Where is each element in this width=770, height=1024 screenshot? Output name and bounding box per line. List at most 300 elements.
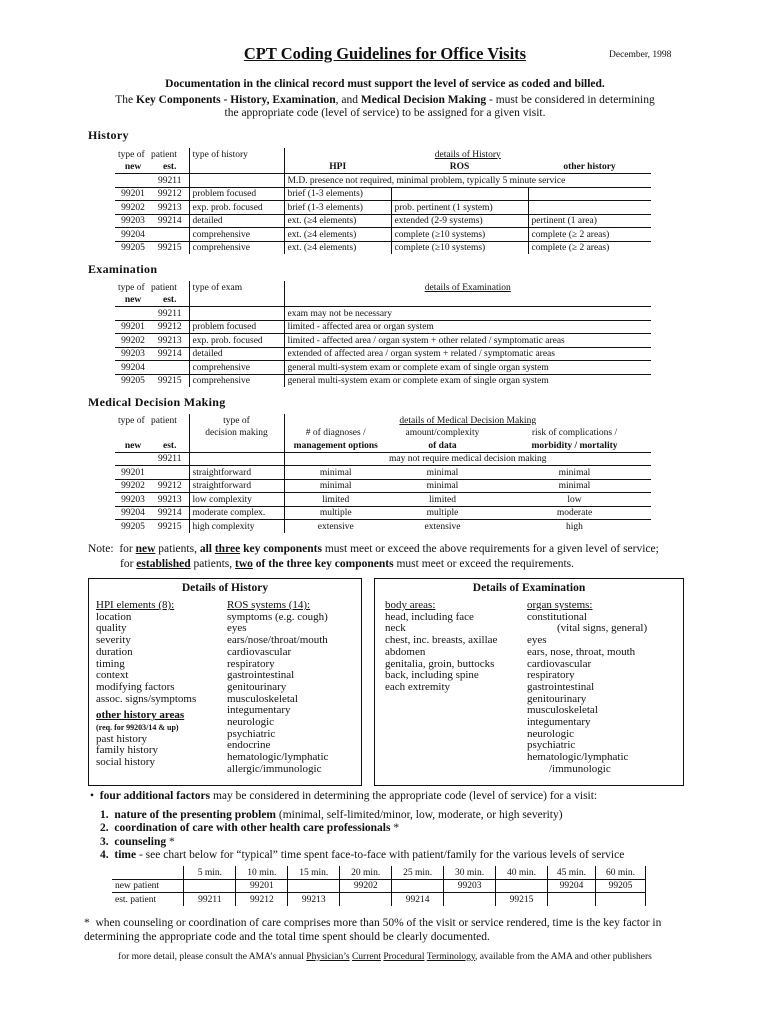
note-bold: new xyxy=(135,543,156,555)
list-item: neck xyxy=(385,622,406,635)
table-cell: 99203 xyxy=(115,347,151,361)
body-areas-column xyxy=(385,600,497,694)
table-cell: extended of affected area / organ system + related / symptomatic areas xyxy=(284,347,651,361)
note-bold: all xyxy=(199,543,212,555)
table-cell: 99214 xyxy=(151,506,189,520)
table-row xyxy=(115,241,651,254)
table-cell xyxy=(189,307,284,321)
table-cell: 99215 xyxy=(151,241,189,254)
footer-title-word: Procedural xyxy=(383,952,425,962)
table-cell: 99202 xyxy=(115,201,151,215)
table-row xyxy=(112,879,646,893)
factor-item xyxy=(90,809,730,823)
table-row xyxy=(115,520,651,533)
list-item: eyes xyxy=(227,622,247,635)
table-cell: 99212 xyxy=(151,320,189,334)
factor-text: - see chart below for “typical” time spent face-to-face with patient/family for the various levels of service xyxy=(136,849,625,861)
header-cell: patient xyxy=(151,148,189,161)
history-table xyxy=(115,148,651,254)
bullet-icon: • xyxy=(90,790,95,802)
table-cell: 99213 xyxy=(288,893,340,906)
table-cell: comprehensive xyxy=(189,361,284,375)
header-cell: morbidity / mortality xyxy=(498,439,651,452)
table-cell: limited xyxy=(284,493,387,507)
table-cell: extensive xyxy=(317,521,354,532)
column-heading: HPI elements (8): xyxy=(96,599,175,611)
note-text: must meet or exceed the above requirements for a given level of service; xyxy=(321,543,659,555)
table-cell: 99213 xyxy=(151,334,189,348)
table-cell: 99204 xyxy=(115,506,151,520)
table-cell: 99204 xyxy=(115,228,151,242)
table-cell: 99202 xyxy=(340,879,392,893)
header-cell: management options xyxy=(284,439,387,452)
mdm-heading: Medical Decision Making xyxy=(88,395,226,409)
table-cell: general multi-system exam or complete exam of single organ system xyxy=(284,361,651,375)
table-cell: 99202 xyxy=(115,479,151,493)
table-cell xyxy=(115,174,151,188)
table-row xyxy=(115,307,651,321)
table-row xyxy=(115,479,651,493)
list-item: cardiovascular xyxy=(527,657,592,670)
table-cell: 99211 xyxy=(151,307,189,321)
table-cell: 99213 xyxy=(151,201,189,215)
note-bold: two xyxy=(235,558,253,570)
list-item: neurologic xyxy=(227,716,275,729)
list-item: (vital signs, general) xyxy=(557,622,648,635)
examination-table xyxy=(115,281,651,387)
intro-statement: Documentation in the clinical record must support the level of service as coded and billed. xyxy=(165,78,605,90)
factor-bold: coordination of care with other health care professionals xyxy=(114,822,391,834)
header-cell: patient xyxy=(151,281,189,294)
header-cell xyxy=(151,427,189,440)
table-cell: 99212 xyxy=(236,893,288,906)
document-header xyxy=(0,44,770,64)
note-line-1 xyxy=(88,542,728,557)
list-item: hematologic/lymphatic xyxy=(527,751,629,764)
factor-number: 4. xyxy=(100,849,109,861)
table-cell: ext. (≥4 elements) xyxy=(284,241,391,254)
table-row xyxy=(115,374,651,387)
intro-key-components xyxy=(110,94,660,120)
intro-text: The xyxy=(115,94,136,106)
list-item: back, including spine xyxy=(385,669,479,682)
table-cell: ext. (≥4 elements) xyxy=(284,214,391,228)
table-cell: extensive xyxy=(424,521,461,532)
table-cell: 99205 xyxy=(121,376,145,386)
table-cell: minimal xyxy=(498,466,651,480)
header-cell xyxy=(112,866,184,879)
table-cell xyxy=(340,893,392,906)
header-cell: 10 min. xyxy=(236,866,288,879)
table-cell xyxy=(189,452,284,466)
table-cell: 99201 xyxy=(236,879,288,893)
table-cell: 99215 xyxy=(151,520,189,533)
table-cell: 99201 xyxy=(115,187,151,201)
reference-footer xyxy=(0,952,770,962)
table-cell xyxy=(391,187,528,201)
table-cell: 99201 xyxy=(115,320,151,334)
details-of-history-box xyxy=(88,578,362,786)
table-row xyxy=(115,361,651,375)
time-table xyxy=(112,866,646,906)
header-cell: ROS xyxy=(391,161,528,174)
list-item: psychiatric xyxy=(527,739,576,752)
header-cell: decision making xyxy=(189,427,284,440)
header-cell: 25 min. xyxy=(392,866,444,879)
factors-bold: four additional factors xyxy=(99,790,211,802)
table-cell: may not require medical decision making xyxy=(284,452,651,466)
table-row xyxy=(115,466,651,480)
table-cell: moderate complex. xyxy=(189,506,284,520)
factors-text: may be considered in determining the appropriate code (level of service) for a visit: xyxy=(210,790,598,802)
header-cell: 45 min. xyxy=(547,866,595,879)
table-cell: high xyxy=(566,521,583,532)
header-cell xyxy=(189,439,284,452)
list-item: duration xyxy=(96,645,133,658)
table-cell: exp. prob. focused xyxy=(189,201,284,215)
header-cell: type of xyxy=(118,415,145,426)
table-cell xyxy=(595,893,645,906)
table-row xyxy=(115,187,651,201)
note-bold: key components xyxy=(243,543,322,555)
table-cell: 99214 xyxy=(151,214,189,228)
table-cell xyxy=(184,879,236,893)
list-item: respiratory xyxy=(227,657,275,670)
table-cell xyxy=(151,228,189,242)
factor-number: 3. xyxy=(100,835,109,848)
box-title: Details of History xyxy=(181,582,269,594)
table-cell: 99203 xyxy=(115,214,151,228)
table-cell: 99203 xyxy=(115,493,151,507)
hpi-column xyxy=(96,600,196,769)
table-cell: 99215 xyxy=(496,893,548,906)
column-heading: other history areas xyxy=(96,709,185,722)
header-cell: type of xyxy=(189,414,284,427)
column-heading: body areas: xyxy=(385,599,436,611)
list-item: /immunologic xyxy=(549,762,611,775)
column-heading: ROS systems (14): xyxy=(227,599,311,611)
organ-systems-column xyxy=(527,600,647,776)
header-cell xyxy=(189,294,284,307)
history-heading: History xyxy=(88,128,129,142)
table-row xyxy=(115,214,651,228)
table-cell: limited xyxy=(387,493,498,507)
note-text: patients, xyxy=(190,558,236,570)
table-cell: exam may not be necessary xyxy=(284,307,651,321)
table-cell: detailed xyxy=(189,214,284,228)
list-item: chest, inc. breasts, axillae xyxy=(385,634,498,647)
table-row xyxy=(112,893,646,906)
table-cell: comprehensive xyxy=(189,241,284,254)
factors-lead xyxy=(90,790,730,804)
table-cell: limited - affected area or organ system xyxy=(284,320,651,334)
factor-text: * xyxy=(390,822,400,834)
table-cell xyxy=(444,893,496,906)
table-cell: complete (≥10 systems) xyxy=(391,241,528,254)
list-item: quality xyxy=(96,622,127,635)
table-cell xyxy=(288,879,340,893)
details-of-examination-box xyxy=(374,578,684,786)
note-text: for xyxy=(120,558,137,570)
table-cell: 99214 xyxy=(151,347,189,361)
footnote xyxy=(84,916,704,944)
header-cell xyxy=(284,294,651,307)
list-item: ears/nose/throat/mouth xyxy=(227,634,328,647)
list-item: genitourinary xyxy=(527,692,587,705)
header-cell: new xyxy=(115,294,151,307)
list-item: head, including face xyxy=(385,610,474,623)
header-cell: type of xyxy=(118,282,145,293)
list-item: musculoskeletal xyxy=(527,704,598,717)
list-item: assoc. signs/symptoms xyxy=(96,692,197,705)
table-cell: 99212 xyxy=(151,479,189,493)
table-row xyxy=(115,506,651,520)
table-cell: multiple xyxy=(284,506,387,520)
list-item: gastrointestinal xyxy=(227,669,295,682)
table-cell xyxy=(115,452,151,466)
header-cell: est. xyxy=(151,161,189,174)
header-cell: # of diagnoses / xyxy=(305,428,366,438)
list-item: neurologic xyxy=(527,727,575,740)
table-row xyxy=(115,174,651,188)
table-cell: low complexity xyxy=(189,493,284,507)
table-cell xyxy=(528,187,651,201)
header-cell: details of Examination xyxy=(424,282,511,293)
table-cell: 99211 xyxy=(151,452,189,466)
list-item: social history xyxy=(96,756,155,769)
table-row xyxy=(115,228,651,242)
intro-bold: Medical Decision Making xyxy=(360,94,487,106)
list-item: genitalia, groin, buttocks xyxy=(385,657,495,670)
intro-bold: Key Components - History, Examination xyxy=(136,94,336,106)
list-item: hematologic/lymphatic xyxy=(227,751,329,764)
footnote-text: when counseling or coordination of care comprises more than 50% of the visit or service rendered, time is the key factor in determining the appropriate code and the total time spent should be clearly documented. xyxy=(84,917,662,943)
table-cell: exp. prob. focused xyxy=(189,334,284,348)
factor-text: * xyxy=(166,835,175,848)
table-cell: 99204 xyxy=(115,361,151,375)
header-cell: new xyxy=(115,439,151,452)
header-cell: new xyxy=(115,161,151,174)
table-cell: 99205 xyxy=(121,243,145,253)
table-cell xyxy=(151,361,189,375)
note-bold: established xyxy=(136,558,191,570)
list-item: endocrine xyxy=(227,739,271,752)
list-item: each extremity xyxy=(385,680,451,693)
header-cell: risk of complications / xyxy=(531,428,618,438)
list-item: respiratory xyxy=(527,669,575,682)
note-text: for xyxy=(119,543,136,555)
note-line-2 xyxy=(88,557,728,572)
factor-text: (minimal, self-limited/minor, low, moderate, or high severity) xyxy=(276,808,563,821)
table-cell: 99204 xyxy=(547,879,595,893)
table-cell: limited - affected area / organ system + other related / symptomatic areas xyxy=(284,334,651,348)
table-cell: 99211 xyxy=(151,174,189,188)
header-cell: 60 min. xyxy=(595,866,645,879)
table-cell xyxy=(151,466,189,480)
footer-text: , available from the AMA and other publishers xyxy=(475,952,652,962)
table-cell: comprehensive xyxy=(189,228,284,242)
table-cell: 99203 xyxy=(444,879,496,893)
header-cell: 20 min. xyxy=(340,866,392,879)
table-row xyxy=(115,452,651,466)
note xyxy=(88,542,728,572)
table-cell xyxy=(547,893,595,906)
footer-title-word: Terminology xyxy=(426,952,476,962)
table-cell: comprehensive xyxy=(189,374,284,387)
document-date: December, 1998 xyxy=(609,50,672,60)
note-label: Note: xyxy=(88,543,114,555)
header-cell: type of xyxy=(118,149,145,160)
table-cell xyxy=(528,201,651,215)
list-item: constitutional xyxy=(527,610,587,623)
list-item: cardiovascular xyxy=(227,645,292,658)
table-row xyxy=(115,320,651,334)
list-item: integumentary xyxy=(527,716,591,729)
table-cell: minimal xyxy=(284,479,387,493)
table-cell: brief (1-3 elements) xyxy=(284,187,391,201)
list-item: severity xyxy=(96,634,131,647)
table-cell: M.D. presence not required, minimal problem, typically 5 minute service xyxy=(284,174,651,188)
header-cell: est. xyxy=(151,439,189,452)
mdm-table xyxy=(115,414,651,533)
column-heading: organ systems: xyxy=(527,599,593,611)
intro-text: - must be considered in determining the appropriate code (level of service) to be assigned for a given visit. xyxy=(224,94,655,119)
factor-number: 2. xyxy=(100,822,109,834)
table-cell: complete (≥ 2 areas) xyxy=(531,243,610,253)
table-cell: 99211 xyxy=(184,893,236,906)
asterisk-icon: * xyxy=(84,917,90,929)
footer-title-word: Physician’s xyxy=(306,952,350,962)
factor-bold: counseling xyxy=(114,835,167,848)
list-item: abdomen xyxy=(385,645,426,658)
header-cell: 30 min. xyxy=(444,866,496,879)
list-item: psychiatric xyxy=(227,727,276,740)
list-item: modifying factors xyxy=(96,680,175,693)
table-cell: straightforward xyxy=(189,479,284,493)
box-title: Details of Examination xyxy=(472,582,586,594)
header-cell: type of exam xyxy=(189,281,284,294)
table-row xyxy=(115,493,651,507)
header-cell: details of History xyxy=(434,149,501,160)
header-cell: amount/complexity xyxy=(405,428,480,438)
requirement-note: (req. for 99203/14 & up) xyxy=(96,723,179,733)
header-cell: 15 min. xyxy=(288,866,340,879)
list-item: genitourinary xyxy=(227,680,287,693)
table-cell: problem focused xyxy=(189,187,284,201)
row-label: new patient xyxy=(112,879,184,893)
table-cell: brief (1-3 elements) xyxy=(284,201,391,215)
header-cell: of data xyxy=(387,439,498,452)
factor-item xyxy=(90,836,730,850)
table-row xyxy=(115,201,651,215)
table-cell xyxy=(392,879,444,893)
header-cell: type of history xyxy=(189,148,284,161)
list-item: integumentary xyxy=(227,704,291,717)
header-cell xyxy=(189,161,284,174)
list-item: musculoskeletal xyxy=(227,692,298,705)
table-cell: high complexity xyxy=(189,520,284,533)
header-cell: HPI xyxy=(284,161,391,174)
table-cell: moderate xyxy=(498,506,651,520)
table-cell: 99212 xyxy=(151,187,189,201)
list-item: family history xyxy=(96,744,159,757)
factor-bold: nature of the presenting problem xyxy=(114,808,277,821)
table-cell: general multi-system exam or complete exam of single organ system xyxy=(287,376,549,386)
note-bold: three xyxy=(214,543,241,555)
table-cell: minimal xyxy=(498,479,651,493)
table-cell: multiple xyxy=(387,506,498,520)
factor-item xyxy=(90,822,730,836)
table-cell: 99214 xyxy=(392,893,444,906)
list-item: gastrointestinal xyxy=(527,680,595,693)
table-cell: prob. pertinent (1 system) xyxy=(391,201,528,215)
list-item: allergic/immunologic xyxy=(227,762,322,775)
header-cell: est. xyxy=(151,294,189,307)
table-cell: pertinent (1 area) xyxy=(528,214,651,228)
header-cell xyxy=(115,427,151,440)
table-row xyxy=(115,347,651,361)
row-label: est. patient xyxy=(112,893,184,906)
note-text: patients, xyxy=(155,543,200,555)
table-cell: ext. (≥4 elements) xyxy=(284,228,391,242)
document-title: CPT Coding Guidelines for Office Visits xyxy=(243,44,527,63)
table-cell: detailed xyxy=(189,347,284,361)
list-item: ears, nose, throat, mouth xyxy=(527,645,636,658)
table-cell: minimal xyxy=(387,479,498,493)
factor-bold: time xyxy=(114,849,137,861)
footer-title-word: Current xyxy=(351,952,381,962)
list-item: past history xyxy=(96,732,148,745)
note-text: must meet or exceed the requirements. xyxy=(393,558,574,570)
table-cell: extended (2-9 systems) xyxy=(391,214,528,228)
table-cell: minimal xyxy=(284,466,387,480)
table-cell: complete (≥10 systems) xyxy=(391,228,528,242)
list-item: context xyxy=(96,669,129,682)
table-cell: 99202 xyxy=(115,334,151,348)
examination-heading: Examination xyxy=(88,262,158,276)
footer-text: for more detail, please consult the AMA’s annual xyxy=(118,952,307,962)
list-item: eyes xyxy=(527,634,547,647)
list-item: location xyxy=(96,610,132,623)
ros-column xyxy=(227,600,328,776)
header-cell: 5 min. xyxy=(184,866,236,879)
table-cell: 99201 xyxy=(115,466,151,480)
table-cell: 99213 xyxy=(151,493,189,507)
table-cell xyxy=(115,307,151,321)
factor-number: 1. xyxy=(100,808,109,821)
table-cell xyxy=(189,174,284,188)
table-cell: 99205 xyxy=(595,879,645,893)
header-cell: patient xyxy=(151,414,189,427)
header-cell: details of Medical Decision Making xyxy=(399,415,537,426)
factor-item xyxy=(90,849,730,863)
list-item: symptoms (e.g. cough) xyxy=(227,610,328,623)
additional-factors xyxy=(90,790,730,863)
note-bold: of the three key components xyxy=(252,558,394,570)
table-cell xyxy=(496,879,548,893)
header-cell: 40 min. xyxy=(496,866,548,879)
list-item: timing xyxy=(96,657,125,670)
table-row xyxy=(115,334,651,348)
table-cell: straightforward xyxy=(189,466,284,480)
table-cell: low xyxy=(498,493,651,507)
table-cell: minimal xyxy=(387,466,498,480)
table-cell: 99205 xyxy=(121,521,145,532)
header-cell: other history xyxy=(528,161,651,174)
intro-text: , and xyxy=(335,94,361,106)
table-cell: problem focused xyxy=(189,320,284,334)
table-cell: 99215 xyxy=(151,374,189,387)
